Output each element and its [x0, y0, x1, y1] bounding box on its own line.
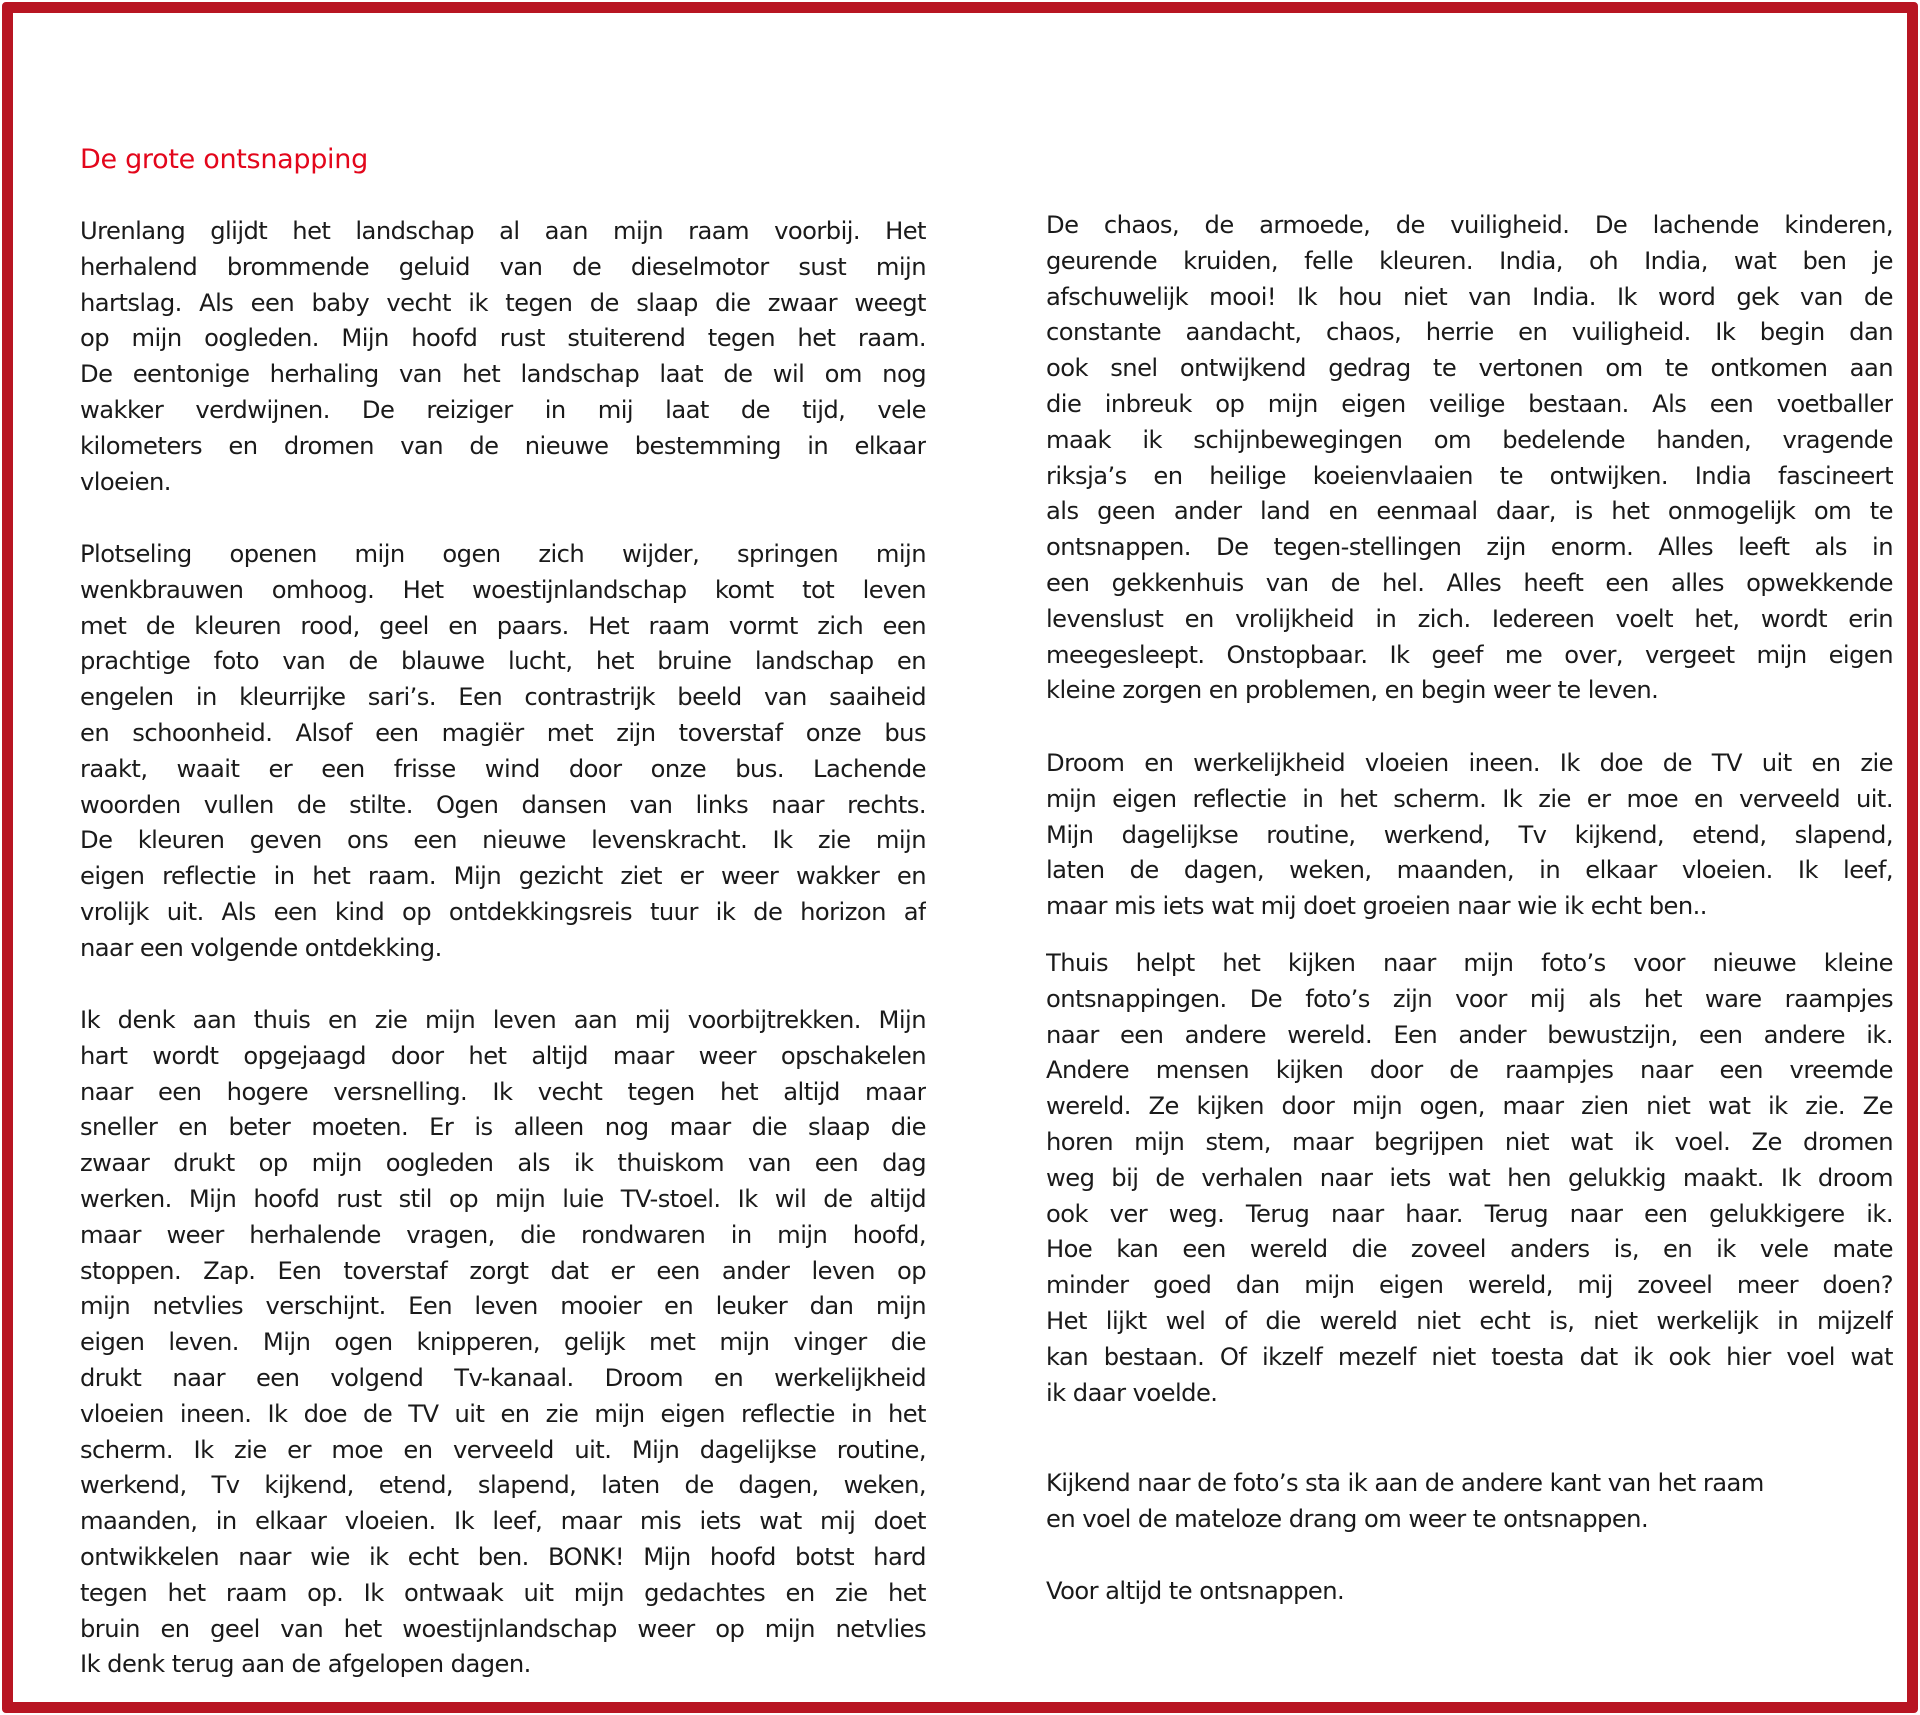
- text-line: ontsnappingen. De foto’s zijn voor mij als het ware raampjes: [1046, 984, 1893, 1013]
- text-line: wenkbrauwen omhoog. Het woestijnlandschap komt tot leven: [80, 575, 926, 604]
- text-line: maar weer herhalende vragen, die rondwaren in mijn hoofd,: [80, 1220, 926, 1249]
- text-line: Ik denk aan thuis en zie mijn leven aan mij voorbijtrekken. Mijn: [80, 1006, 926, 1034]
- text-line: ontwikkelen naar wie ik echt ben. BONK! Mijn hoofd botst hard: [80, 1542, 926, 1571]
- text-line: hartslag. Als een baby vecht ik tegen de slaap die zwaar weegt: [80, 288, 926, 317]
- text-line: Hoe kan een wereld die zoveel anders is, en ik vele mate: [1046, 1235, 1893, 1264]
- text-line: eigen reflectie in het raam. Mijn gezicht ziet er weer wakker en: [80, 862, 926, 891]
- text-line: hart wordt opgejaagd door het altijd maar weer opschakelen: [80, 1041, 926, 1070]
- text-line: kleine zorgen en problemen, en begin weer te leven.: [1046, 676, 1659, 705]
- paragraph: [80, 214, 926, 500]
- left-column: [80, 0, 926, 1715]
- text-line: mijn eigen reflectie in het scherm. Ik zie er moe en verveeld uit.: [1046, 784, 1893, 813]
- text-line: een gekkenhuis van de hel. Alles heeft een alles opwekkende: [1046, 568, 1893, 597]
- text-line: weg bij de verhalen naar iets wat hen gelukkig maakt. Ik droom: [1046, 1163, 1893, 1192]
- text-line: wereld. Ze kijken door mijn ogen, maar zien niet wat ik zie. Ze: [1046, 1092, 1893, 1121]
- text-line: die inbreuk op mijn eigen veilige bestaan. Als een voetballer: [1046, 389, 1893, 418]
- text-line: stoppen. Zap. Een toverstaf zorgt dat er een ander leven op: [80, 1256, 926, 1285]
- text-line: Ik denk terug aan de afgelopen dagen.: [80, 1650, 531, 1679]
- text-line: De eentonige herhaling van het landschap laat de wil om nog: [80, 360, 926, 389]
- text-line: raakt, waait er een frisse wind door onze bus. Lachende: [80, 754, 926, 783]
- text-line: Mijn dagelijkse routine, werkend, Tv kijkend, etend, slapend,: [1046, 820, 1893, 849]
- text-line: prachtige foto van de blauwe lucht, het bruine landschap en: [80, 647, 926, 676]
- text-line: De kleuren geven ons een nieuwe levenskracht. Ik zie mijn: [80, 826, 926, 855]
- paragraph: [1046, 1466, 1893, 1538]
- text-line: maanden, in elkaar vloeien. Ik leef, maar mis iets wat mij doet: [80, 1507, 926, 1536]
- text-line: Het lijkt wel of die wereld niet echt is, niet werkelijk in mijzelf: [1046, 1306, 1893, 1335]
- text-line: vloeien ineen. Ik doe de TV uit en zie mijn eigen reflectie in het: [80, 1399, 926, 1428]
- text-line: woorden vullen de stilte. Ogen dansen van links naar rechts.: [80, 790, 926, 819]
- text-line: vrolijk uit. Als een kind op ontdekkingsreis tuur ik de horizon af: [80, 897, 926, 926]
- text-line: drukt naar een volgend Tv-kanaal. Droom en werkelijkheid: [80, 1363, 926, 1392]
- text-line: Droom en werkelijkheid vloeien ineen. Ik doe de TV uit en zie: [1046, 749, 1893, 777]
- text-line: scherm. Ik zie er moe en verveeld uit. Mijn dagelijkse routine,: [80, 1435, 926, 1464]
- text-line: engelen in kleurrijke sari’s. Een contrastrijk beeld van saaiheid: [80, 683, 926, 712]
- text-line: Urenlang glijdt het landschap al aan mijn raam voorbij. Het: [80, 217, 926, 245]
- paragraph: [1046, 746, 1893, 925]
- text-line: maar mis iets wat mij doet groeien naar wie ik echt ben..: [1046, 892, 1707, 921]
- text-line: maak ik schijnbewegingen om bedelende handen, vragende: [1046, 425, 1893, 454]
- text-line: minder goed dan mijn eigen wereld, mij zoveel meer doen?: [1046, 1271, 1893, 1300]
- right-column: [1046, 0, 1893, 1715]
- text-line: levenslust en vrolijkheid in zich. Iedereen voelt het, wordt erin: [1046, 604, 1893, 633]
- text-line: ook snel ontwijkend gedrag te vertonen om te ontkomen aan: [1046, 354, 1893, 383]
- closing-line: [1046, 1574, 1893, 1610]
- text-line: tegen het raam op. Ik ontwaak uit mijn gedachtes en zie het: [80, 1578, 926, 1607]
- text-line: laten de dagen, weken, maanden, in elkaar vloeien. Ik leef,: [1046, 856, 1893, 885]
- text-line: afschuwelijk mooi! Ik hou niet van India. Ik word gek van de: [1046, 282, 1893, 311]
- text-line: op mijn oogleden. Mijn hoofd rust stuiterend tegen het raam.: [80, 324, 926, 353]
- text-line: ik daar voelde.: [1046, 1378, 1218, 1407]
- text-line: sneller en beter moeten. Er is alleen nog maar die slaap die: [80, 1113, 926, 1142]
- text-line: als geen ander land en eenmaal daar, is het onmogelijk om te: [1046, 497, 1893, 526]
- text-line: en voel de mateloze drang om weer te ontsnappen.: [1046, 1504, 1649, 1533]
- text-line: ook ver weg. Terug naar haar. Terug naar een gelukkigere ik.: [1046, 1199, 1893, 1228]
- text-line: Andere mensen kijken door de raampjes naar een vreemde: [1046, 1056, 1893, 1085]
- text-line: riksja’s en heilige koeienvlaaien te ontwijken. India fascineert: [1046, 461, 1893, 490]
- paragraph: [1046, 946, 1893, 1411]
- text-line: eigen leven. Mijn ogen knipperen, gelijk met mijn vinger die: [80, 1328, 926, 1357]
- text-line: en schoonheid. Alsof een magiër met zijn toverstaf onze bus: [80, 718, 926, 747]
- text-line: naar een hogere versnelling. Ik vecht tegen het altijd maar: [80, 1077, 926, 1106]
- text-line: horen mijn stem, maar begrijpen niet wat ik voel. Ze dromen: [1046, 1127, 1893, 1156]
- text-line: constante aandacht, chaos, herrie en vuiligheid. Ik begin dan: [1046, 318, 1893, 347]
- text-line: Voor altijd te ontsnappen.: [1046, 1577, 1345, 1605]
- text-line: bruin en geel van het woestijnlandschap weer op mijn netvlies: [80, 1614, 926, 1643]
- text-line: naar een volgende ontdekking.: [80, 933, 442, 962]
- text-line: naar een andere wereld. Een ander bewustzijn, een andere ik.: [1046, 1020, 1893, 1049]
- text-line: geurende kruiden, felle kleuren. India, oh India, wat ben je: [1046, 246, 1893, 275]
- text-line: meegesleept. Onstopbaar. Ik geef me over, vergeet mijn eigen: [1046, 640, 1893, 669]
- text-line: met de kleuren rood, geel en paars. Het raam vormt zich een: [80, 611, 926, 640]
- text-line: Thuis helpt het kijken naar mijn foto’s voor nieuwe kleine: [1046, 949, 1893, 977]
- document-title: De grote ontsnapping: [80, 144, 368, 175]
- text-line: werken. Mijn hoofd rust stil op mijn luie TV-stoel. Ik wil de altijd: [80, 1184, 926, 1213]
- text-line: kan bestaan. Of ikzelf mezelf niet toesta dat ik ook hier voel wat: [1046, 1342, 1893, 1371]
- text-line: vloeien.: [80, 467, 171, 496]
- paragraph: [80, 1003, 926, 1683]
- text-line: wakker verdwijnen. De reiziger in mij laat de tijd, vele: [80, 395, 926, 424]
- text-line: herhalend brommende geluid van de dieselmotor sust mijn: [80, 252, 926, 281]
- text-line: Kijkend naar de foto’s sta ik aan de andere kant van het raam: [1046, 1469, 1764, 1497]
- paragraph: [80, 537, 926, 967]
- paragraph: [1046, 208, 1893, 709]
- text-line: De chaos, de armoede, de vuiligheid. De lachende kinderen,: [1046, 211, 1893, 239]
- text-line: mijn netvlies verschijnt. Een leven mooier en leuker dan mijn: [80, 1292, 926, 1321]
- text-line: werkend, Tv kijkend, etend, slapend, laten de dagen, weken,: [80, 1471, 926, 1500]
- text-line: ontsnappen. De tegen-stellingen zijn enorm. Alles leeft als in: [1046, 533, 1893, 562]
- text-line: Plotseling openen mijn ogen zich wijder, springen mijn: [80, 540, 926, 568]
- text-line: zwaar drukt op mijn oogleden als ik thuiskom van een dag: [80, 1149, 926, 1178]
- text-line: kilometers en dromen van de nieuwe bestemming in elkaar: [80, 431, 926, 460]
